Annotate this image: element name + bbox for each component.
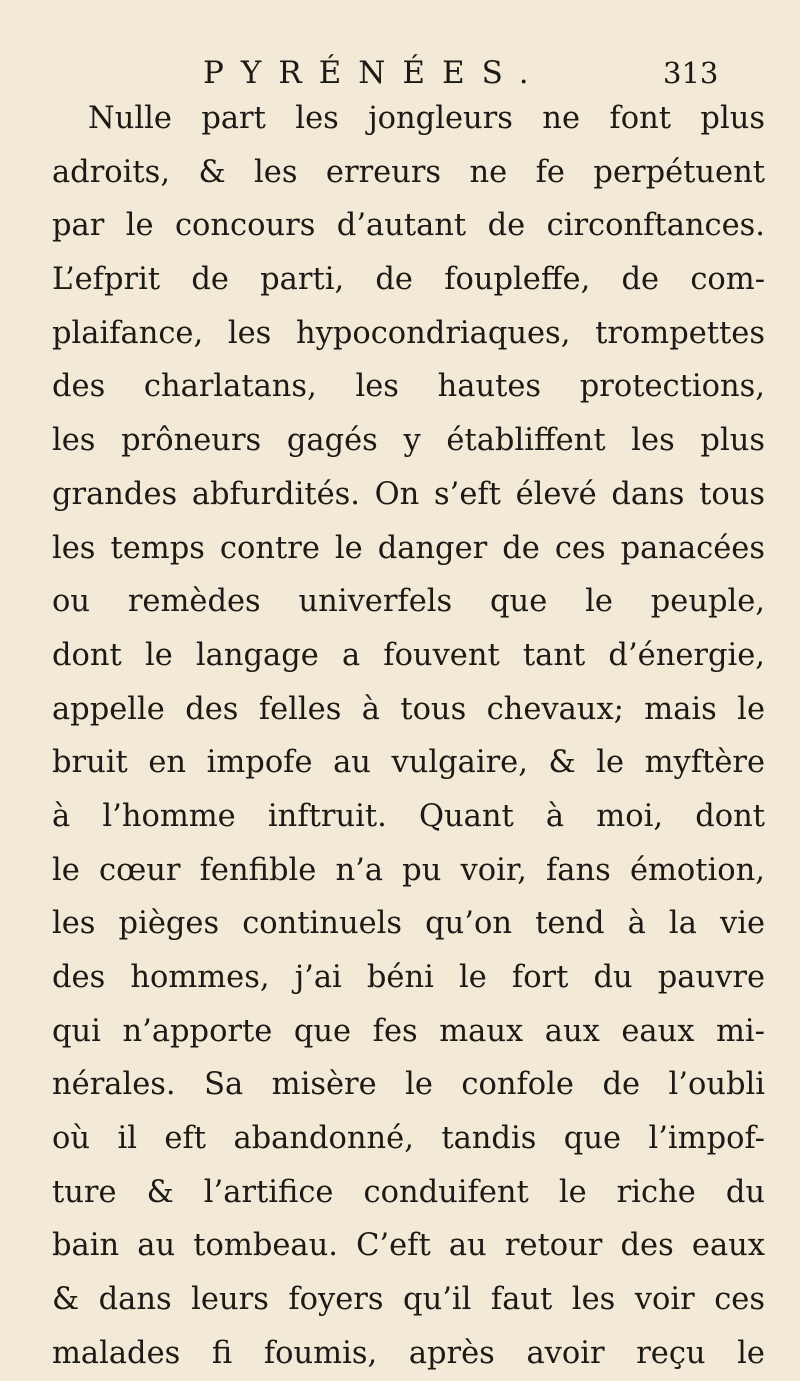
text-line: ou remèdes univerfels que le peuple, [52,584,765,620]
text-line: adroits, & les erreurs ne fe perpétuent [52,154,765,190]
text-line: plaifance, les hypocondriaques, trompettes [52,315,765,351]
text-line: ture & l’artifice conduifent le riche du [52,1174,765,1210]
text-line: appelle des felles à tous chevaux; mais le [52,691,765,727]
text-line: par le concours d’autant de circonftances. [52,208,765,244]
text-line: les prôneurs gagés y établiffent les plus [52,423,765,459]
text-line: dont le langage a fouvent tant d’énergie, [52,637,765,673]
text-line: les temps contre le danger de ces panacées [52,530,765,566]
running-head [0,48,800,98]
text-line: malades fi foumis, après avoir reçu le [52,1335,765,1371]
page-number: 313 [663,56,719,90]
text-line: à l’homme inftruit. Quant à moi, dont [52,798,765,834]
text-line: bain au tombeau. C’eft au retour des eaux [52,1228,765,1264]
text-line: les pièges continuels qu’on tend à la vie [52,906,765,942]
text-line: qui n’apporte que fes maux aux eaux mi- [52,1013,765,1049]
text-line: & dans leurs foyers qu’il faut les voir ces [52,1282,765,1318]
text-line: L’efprit de parti, de foupleffe, de com- [52,262,765,298]
body-text [52,92,765,1381]
text-line: des hommes, j’ai béni le fort du pauvre [52,960,765,995]
running-title: PYRÉNÉES. [203,55,546,91]
text-line: Nulle part les jongleurs ne font plus [88,101,765,136]
text-line: des charlatans, les hautes protections, [52,369,765,405]
text-line: grandes abfurdités. On s’eft élevé dans tous [52,476,765,512]
text-line: le cœur fenfible n’a pu voir, fans émotion, [52,852,765,888]
text-line: où il eft abandonné, tandis que l’impof- [52,1121,765,1157]
text-line: nérales. Sa misère le confole de l’oubli [52,1067,765,1103]
text-line: bruit en impofe au vulgaire, & le myftère [52,745,765,781]
